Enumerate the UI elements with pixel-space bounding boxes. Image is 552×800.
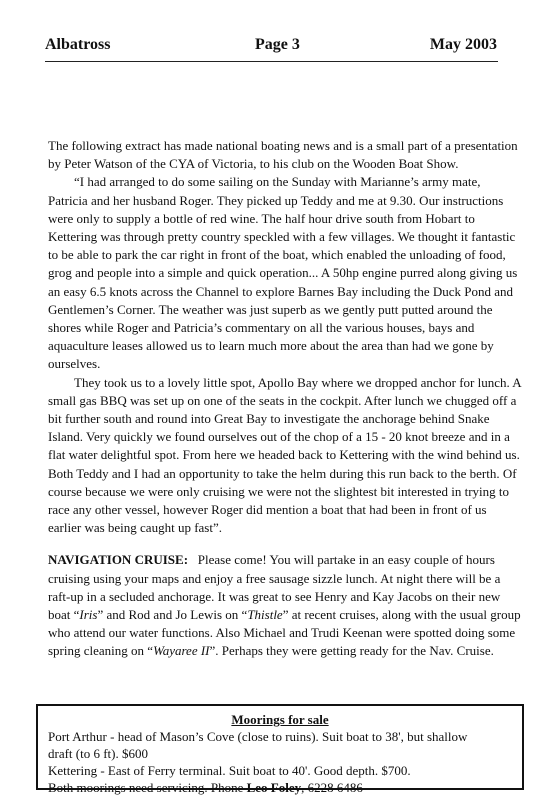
boat-name-wayaree: Wayaree II bbox=[153, 643, 210, 659]
mooring-line-4-text: Both moorings need servicing. Phone bbox=[48, 780, 247, 795]
newsletter-title: Albatross bbox=[45, 36, 111, 53]
boat-name-thistle: Thistle bbox=[247, 607, 283, 623]
moorings-for-sale-box bbox=[36, 704, 524, 795]
article-paragraph-2: They took us to a lovely little spot, Apollo Bay where we dropped anchor for lunch. A small gas BBQ was set up on one of the seats in the cockpit. After lunch we chugged off a bit further south and round into Great Bay to investigate the anchorage behind Snake Island. Very quickly we found ourselves out of the chop of a 15 - 20 knot breeze and in a flat water delightful spot. From here we headed back to Kettering with the wind behind us. Both Teddy and I had an opportunity to take the helm during this run back to the berth. Of course because we were only cruising we were not the slightest bit interested in trying to race any other vessel, however Roger did mention a boat that had been in front of us earlier was being caught up fast”. bbox=[48, 374, 521, 536]
mooring-line-4 bbox=[48, 779, 518, 796]
header-rule bbox=[45, 61, 498, 62]
contact-phone: , 6228 6486 bbox=[301, 780, 363, 795]
contact-name: Leo Foley bbox=[246, 780, 302, 795]
boat-name-iris: Iris bbox=[79, 607, 98, 623]
paragraph-gap bbox=[48, 537, 522, 551]
moorings-title: Moorings for sale bbox=[231, 712, 329, 727]
page-number: Page 3 bbox=[255, 36, 300, 53]
article-paragraph-1: “I had arranged to do some sailing on the Sunday with Marianne’s army mate, Patricia and her husband Roger. They picked up Teddy and me at 9.30. Our instructions were only to supply a bottle of red wine. The half hour drive south from Hobart to Kettering was through pretty country speckled with a few villages. We thought it fantastic to be able to park the car right in front of the boat, which enabled the unloading of food, grog and people into a simple and quick operation... A 50hp engine purred along giving us an easy 6.5 knots across the Channel to explore Barnes Bay including the Duck Pond and Gentlemen’s Corner. The weather was just superb as we gently putt putted around the shores while Roger and Patricia’s commentary on all the various houses, bays and aquaculture leases allowed us to learn much more about the area than had we gone by ourselves. bbox=[48, 174, 518, 372]
nav-text-2: ” and Rod and Jo Lewis on “ bbox=[97, 607, 248, 623]
intro-paragraph: The following extract has made national boating news and is a small part of a presentation by Peter Watson of the CYA of Victoria, to his club on the Wooden Boat Show. bbox=[48, 138, 518, 172]
article-body bbox=[48, 137, 522, 661]
nav-text-1: Please come! You will partake in an easy couple of hours cruising using your maps and enjoy a free sausage sizzle lunch. At night there will be a raft-up in a secluded anchorage. It was great to see Henry and Kay Jacobs on their new boat “ bbox=[48, 552, 501, 623]
nav-text-4: ”. Perhaps they were getting ready for the Nav. Cruise. bbox=[209, 643, 494, 659]
moorings-listing bbox=[48, 728, 518, 796]
navigation-cruise-paragraph bbox=[48, 551, 522, 660]
issue-date: May 2003 bbox=[429, 36, 497, 53]
page-header bbox=[45, 36, 497, 56]
mooring-line-2: draft (to 6 ft). $600 bbox=[48, 746, 149, 761]
mooring-line-1: Port Arthur - head of Mason’s Cove (close to ruins). Suit boat to 38', but shallow bbox=[48, 729, 468, 744]
navigation-cruise-heading: NAVIGATION CRUISE: bbox=[48, 552, 189, 568]
nav-text-3: ” at recent cruises, along with the usual group who attend our water functions. Also Michael and Trudi Keenan were spotted doing some spring cleaning on “ bbox=[48, 607, 521, 659]
mooring-line-3: Kettering - East of Ferry terminal. Suit boat to 40'. Good depth. $700. bbox=[48, 763, 411, 778]
